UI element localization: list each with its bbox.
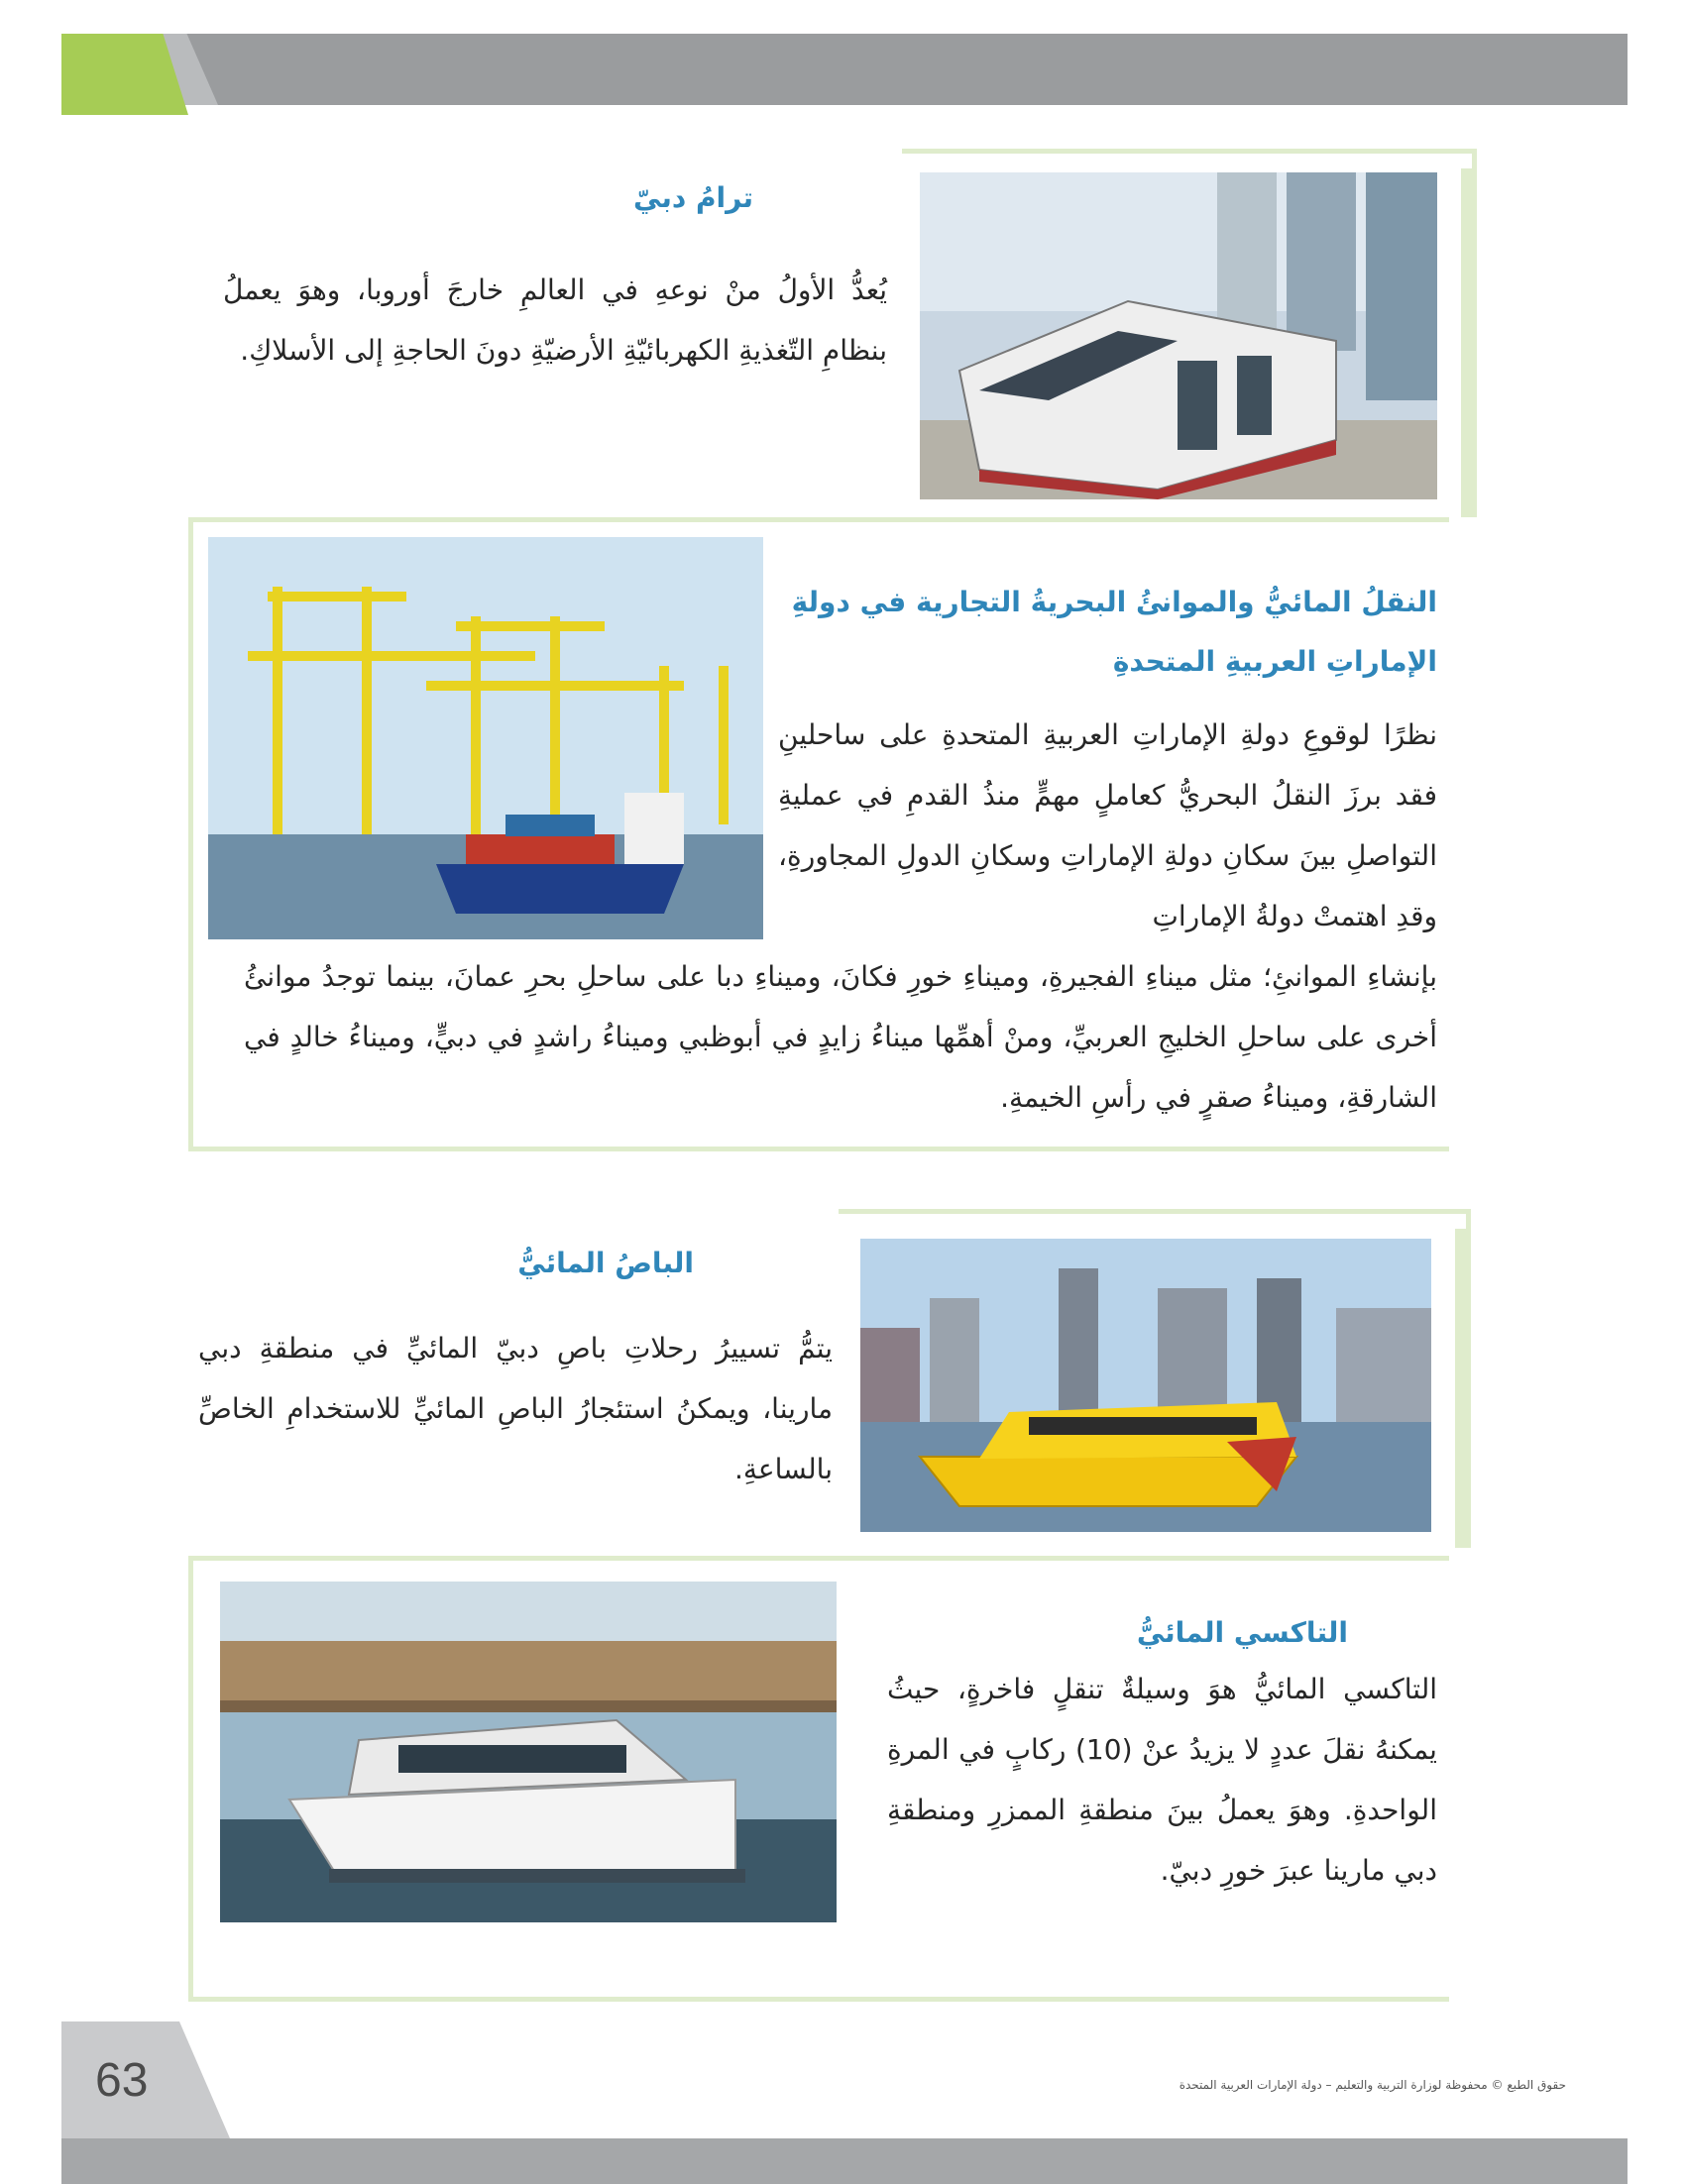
waterbus-title: الباصُ المائيُّ xyxy=(517,1247,694,1279)
copyright-notice: حقوق الطبع © محفوظة لوزارة التربية والتعليم – دولة الإمارات العربية المتحدة xyxy=(1179,2078,1566,2092)
watertaxi-text: التاكسي المائيُّ هوَ وسيلةٌ تنقلٍ فاخرةٍ، حيثُ يمكنهُ نقلَ عددٍ لا يزيدُ عنْ (10) ركابٍ في المرةِ الواحدةِ. وهوَ يعملُ بينَ منطقةِ الممزرِ ومنطقةِ دبي مارينا عبرَ خورِ دبيّ. xyxy=(887,1673,1437,1887)
tram-title: ترامُ دبيّ xyxy=(632,181,753,214)
watertaxi-title: التاكسي المائيُّ xyxy=(1136,1616,1348,1649)
ports-text-wrap: نظرًا لوقوعِ دولةِ الإماراتِ العربيةِ المتحدةِ على ساحلينِ فقد برزَ النقلُ البحريُّ كعاملٍ مهمٍّ منذُ القدمِ في عمليةِ التواصلِ بينَ سكانِ دولةِ الإماراتِ وسكانِ الدولِ المجاورةِ، وقدِ اهتمتْ دولةُ الإماراتِ xyxy=(778,718,1437,932)
water-bus-photo xyxy=(860,1239,1431,1532)
tram-frame-side xyxy=(1461,168,1477,517)
waterbus-frame-side xyxy=(1455,1229,1471,1548)
ports-title-line1: النقلُ المائيُّ والموانئُ البحريةُ التجارية في دولةِ xyxy=(791,586,1437,618)
tram-photo xyxy=(920,172,1437,499)
footer-band xyxy=(61,2138,1628,2184)
water-taxi-photo xyxy=(220,1582,837,1922)
port-cranes-photo xyxy=(208,537,763,939)
waterbus-text: يتمُّ تسييرُ رحلاتِ باصِ دبيّ المائيِّ في منطقةِ دبي مارينا، ويمكنُ استئجارُ الباصِ المائيِّ للاستخدامِ الخاصِّ بالساعةِ. xyxy=(198,1332,833,1485)
ports-title-line2: الإماراتِ العربيةِ المتحدةِ xyxy=(1112,645,1437,678)
tram-text: يُعدُّ الأولُ منْ نوعهِ في العالمِ خارجَ أوروبا، وهوَ يعملُ بنظامِ التّغذيةِ الكهربائيّةِ الأرضيّةِ دونَ الحاجةِ إلى الأسلاكِ. xyxy=(223,273,887,367)
page-number: 63 xyxy=(95,2054,149,2107)
ports-text-full: بإنشاءِ الموانئِ؛ مثل ميناءِ الفجيرةِ، وميناءِ خورِ فكانَ، وميناءِ دبا على ساحلِ بحرِ عمانَ، بينما توجدُ موانئُ أخرى على ساحلِ الخليجِ العربيِّ، ومنْ أهمِّها ميناءُ زايدٍ في أبوظبي وميناءُ راشدٍ في دبيٍّ، وميناءُ خالدٍ في الشارقةِ، وميناءُ صقرٍ في رأسِ الخيمةِ. xyxy=(244,960,1437,1114)
header-band xyxy=(61,34,1628,105)
